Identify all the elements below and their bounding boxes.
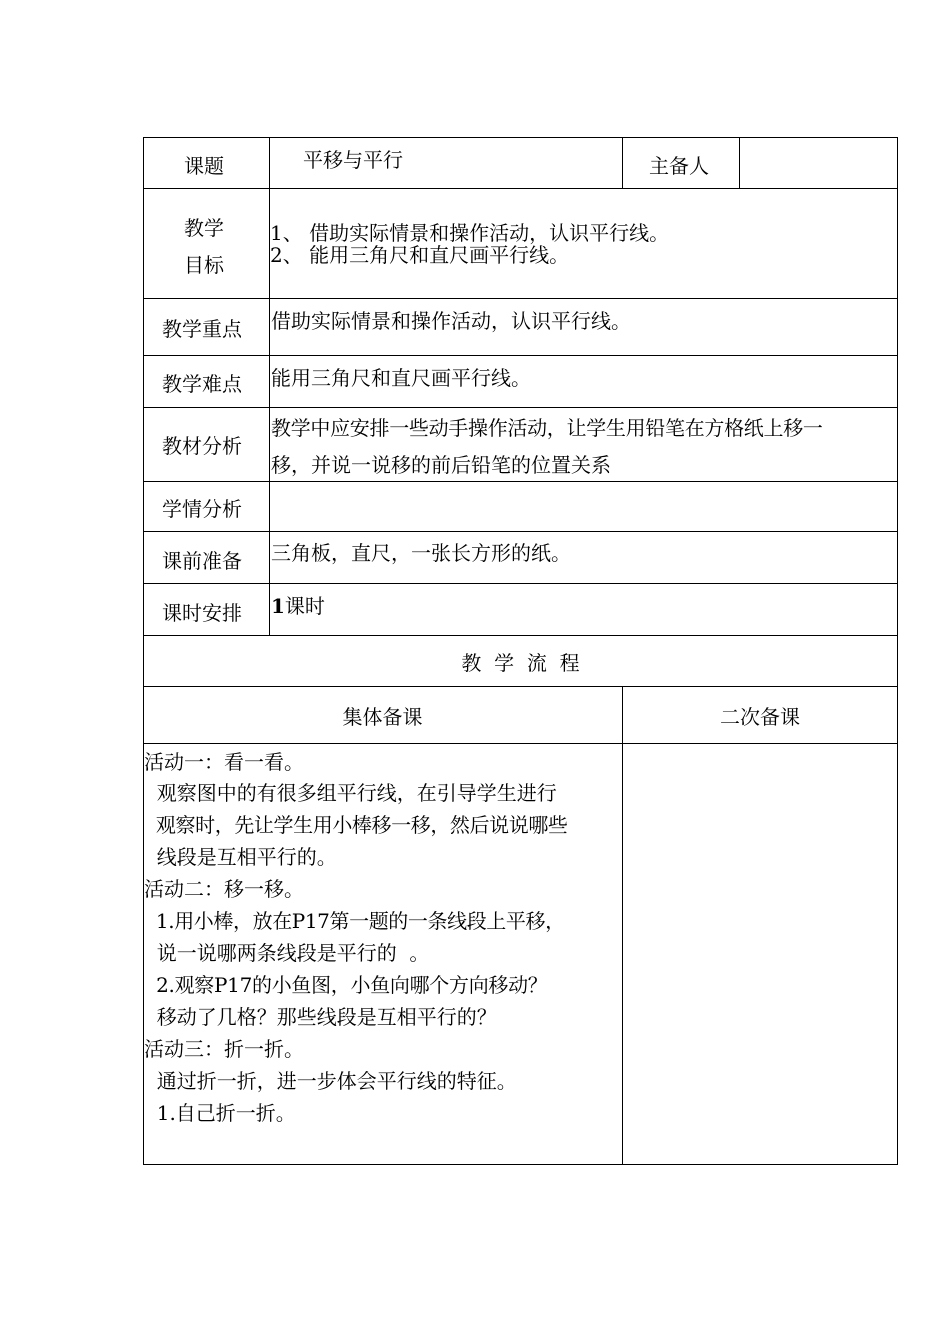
flow-title: 教 学 流 程 <box>461 651 580 675</box>
flow-line: 观察图中的有很多组平行线，在引导学生进行 <box>144 781 557 805</box>
key-point-value: 借助实际情景和操作活动，认识平行线。 <box>271 309 631 333</box>
table-border <box>143 137 898 138</box>
table-border <box>143 407 898 408</box>
table-border <box>143 355 898 356</box>
key-point-label: 教学重点 <box>162 317 242 341</box>
time-value <box>271 596 325 616</box>
collective-prep-header: 集体备课 <box>342 705 423 729</box>
flow-line: 2.观察P17的小鱼图，小鱼向哪个方向移动？ <box>144 973 548 997</box>
topic-value: 平移与平行 <box>303 148 403 172</box>
preparer-label: 主备人 <box>649 154 709 178</box>
flow-line: 说一说哪两条线段是平行的 。 <box>144 941 430 965</box>
table-border <box>269 137 270 636</box>
flow-line: 活动三：折一折。 <box>144 1037 304 1061</box>
flow-line: 通过折一折，进一步体会平行线的特征。 <box>144 1069 517 1093</box>
table-border <box>143 298 898 299</box>
flow-line: 活动一：看一看。 <box>144 750 304 774</box>
goal-item: 2、 能用三角尺和直尺画平行线。 <box>270 243 570 267</box>
table-border <box>622 686 623 1165</box>
table-border <box>143 481 898 482</box>
time-label: 课时安排 <box>162 601 242 625</box>
table-border <box>143 686 898 687</box>
student-analysis-label: 学情分析 <box>162 497 242 521</box>
table-border <box>897 137 898 1165</box>
table-border <box>143 583 898 584</box>
material-analysis-line: 教学中应安排一些动手操作活动，让学生用铅笔在方格纸上移一 <box>271 416 823 440</box>
difficulty-label: 教学难点 <box>162 372 242 396</box>
goals-label-line1: 教学 <box>184 216 224 240</box>
preparation-value: 三角板，直尺，一张长方形的纸。 <box>271 541 571 565</box>
table-border <box>739 137 740 188</box>
topic-label: 课题 <box>184 154 224 178</box>
flow-line: 1.用小棒，放在P17第一题的一条线段上平移， <box>144 909 565 933</box>
difficulty-value: 能用三角尺和直尺画平行线。 <box>271 366 531 390</box>
flow-line: 活动二：移一移。 <box>144 877 304 901</box>
flow-line: 移动了几格？那些线段是互相平行的？ <box>144 1005 497 1029</box>
material-analysis-label: 教材分析 <box>162 434 242 458</box>
flow-line: 1.自己折一折。 <box>144 1101 296 1125</box>
second-prep-header: 二次备课 <box>720 705 800 729</box>
time-value-unit: 课时 <box>284 594 325 618</box>
table-border <box>143 635 898 636</box>
goals-label-line2: 目标 <box>184 253 224 277</box>
table-border <box>143 188 898 189</box>
table-border <box>622 137 623 188</box>
table-border <box>143 743 898 744</box>
preparation-label: 课前准备 <box>162 549 242 573</box>
table-border <box>143 1164 898 1165</box>
time-value-number: 1 <box>271 594 285 618</box>
flow-line: 线段是互相平行的。 <box>144 845 337 869</box>
table-border <box>143 531 898 532</box>
goal-item: 1、 借助实际情景和操作活动，认识平行线。 <box>270 221 670 245</box>
flow-line: 观察时，先让学生用小棒移一移，然后说说哪些 <box>144 813 568 837</box>
material-analysis-line: 移，并说一说移的前后铅笔的位置关系 <box>271 453 611 477</box>
